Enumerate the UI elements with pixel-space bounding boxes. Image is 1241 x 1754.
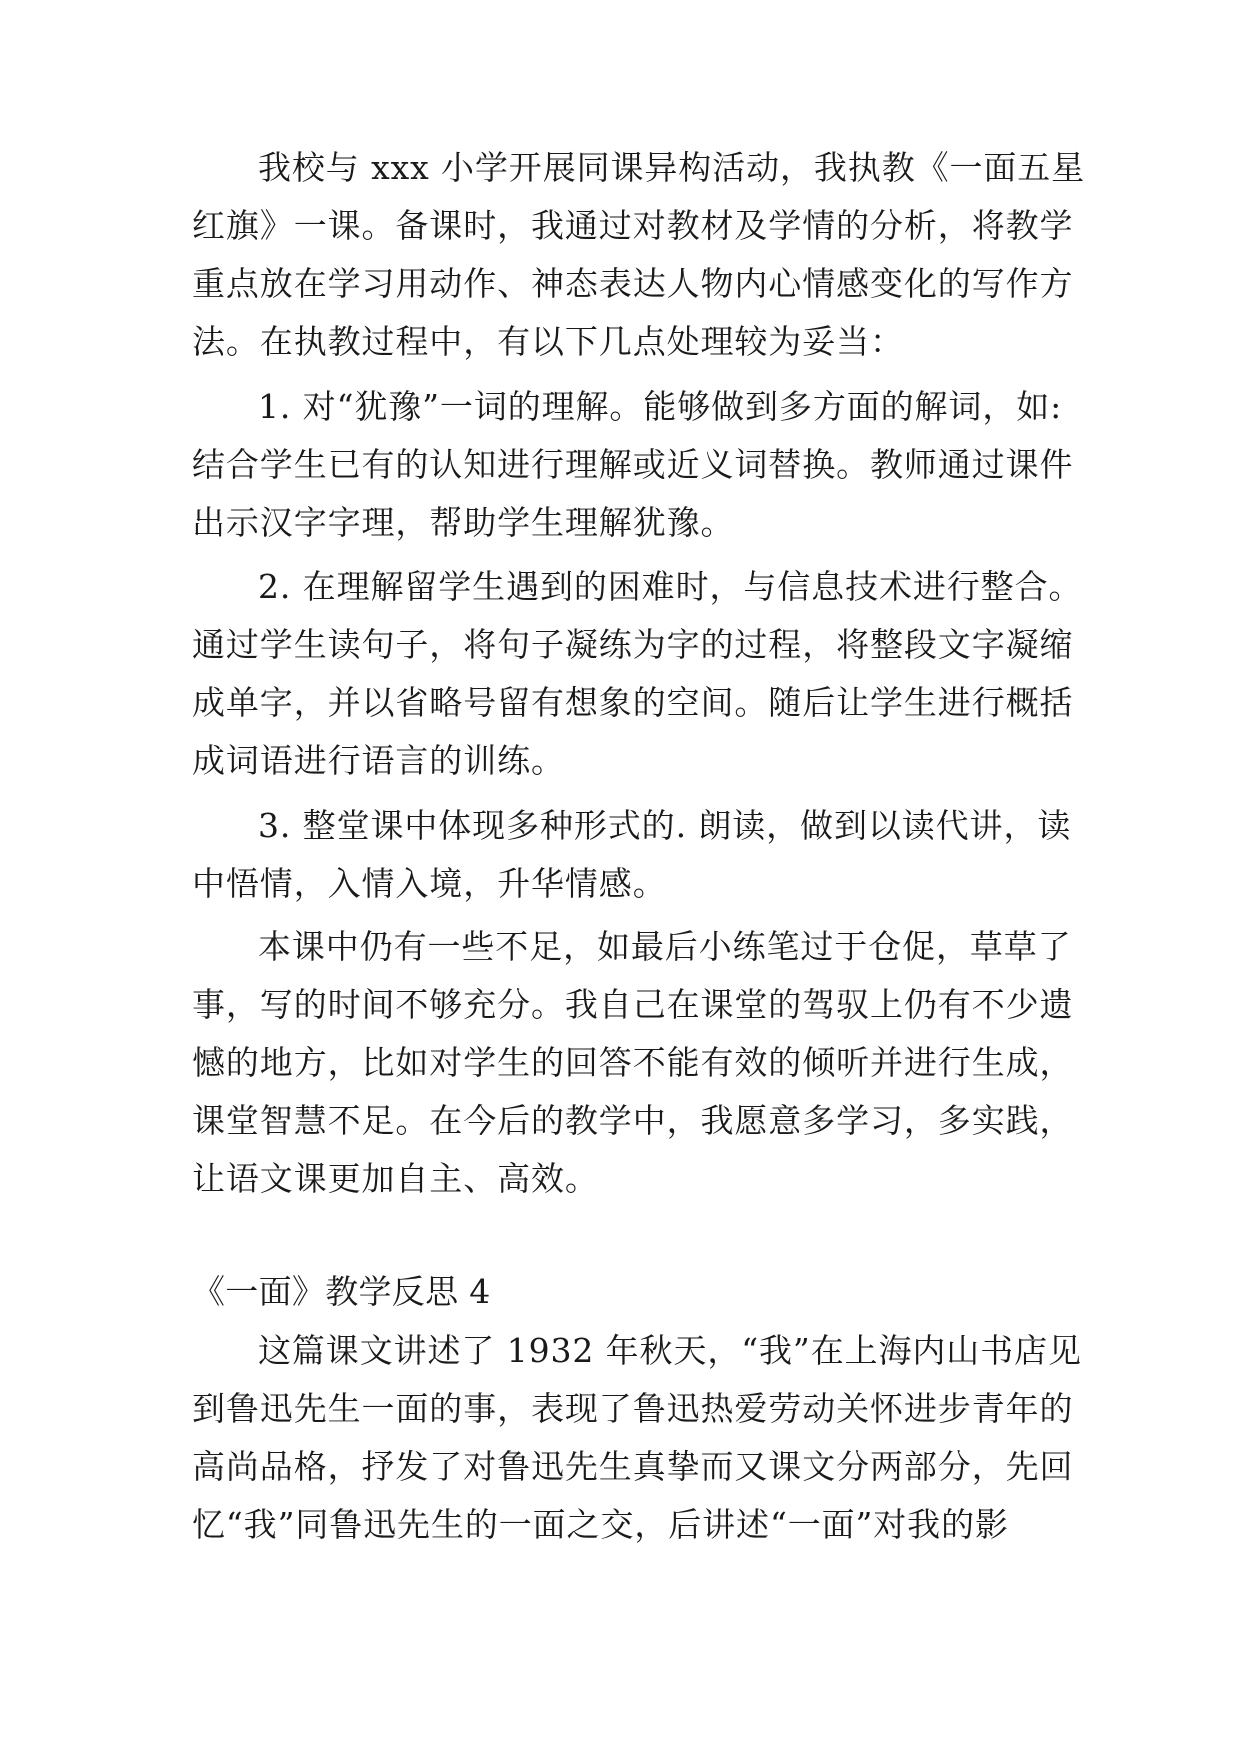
reflection-line-2: 到鲁迅先生一面的事，表现了鲁迅热爱劳动关怀进步青年的 [192, 1389, 1074, 1428]
point-1-line-3: 出示汉字字理，帮助学生理解犹豫。 [192, 503, 735, 542]
point-3-line-2: 中悟情，入情入境，升华情感。 [192, 864, 667, 903]
intro-line-4: 法。在执教过程中，有以下几点处理较为妥当： [192, 322, 904, 361]
shortcomings-line-3: 憾的地方，比如对学生的回答不能有效的倾听并进行生成， [192, 1043, 1074, 1082]
section-heading: 《一面》教学反思 4 [192, 1272, 491, 1311]
point-2-line-4: 成词语进行语言的训练。 [192, 741, 565, 780]
point-1-line-1: 1. 对“犹豫”一词的理解。能够做到多方面的解词，如: [258, 387, 1063, 426]
point-1-line-2: 结合学生已有的认知进行理解或近义词替换。教师通过课件 [192, 445, 1074, 484]
point-2-line-3: 成单字，并以省略号留有想象的空间。随后让学生进行概括 [192, 683, 1074, 722]
shortcomings-line-2: 事，写的时间不够充分。我自己在课堂的驾驭上仍有不少遗 [192, 985, 1074, 1024]
shortcomings-line-1: 本课中仍有一些不足，如最后小练笔过于仓促，草草了 [258, 927, 1072, 966]
point-2-line-2: 通过学生读句子，将句子凝练为字的过程，将整段文字凝缩 [192, 625, 1074, 664]
reflection-line-3: 高尚品格，抒发了对鲁迅先生真挚而又课文分两部分，先回 [192, 1447, 1074, 1486]
reflection-line-4: 忆“我”同鲁迅先生的一面之交，后讲述“一面”对我的影 [192, 1505, 1009, 1544]
shortcomings-line-5: 让语文课更加自主、高效。 [192, 1159, 599, 1198]
intro-line-1: 我校与 xxx 小学开展同课异构活动，我执教《一面五星 [258, 148, 1086, 187]
intro-line-2: 红旗》一课。备课时，我通过对教材及学情的分析，将教学 [192, 206, 1074, 245]
intro-line-3: 重点放在学习用动作、神态表达人物内心情感变化的写作方 [192, 264, 1074, 303]
point-2-line-1: 2. 在理解留学生遇到的困难时，与信息技术进行整合。 [258, 567, 1083, 606]
point-3-line-1: 3. 整堂课中体现多种形式的. 朗读，做到以读代讲，读 [258, 806, 1072, 845]
shortcomings-line-4: 课堂智慧不足。在今后的教学中，我愿意多学习，多实践， [192, 1101, 1074, 1140]
reflection-line-1: 这篇课文讲述了 1932 年秋天，“我”在上海内山书店见 [258, 1331, 1082, 1370]
